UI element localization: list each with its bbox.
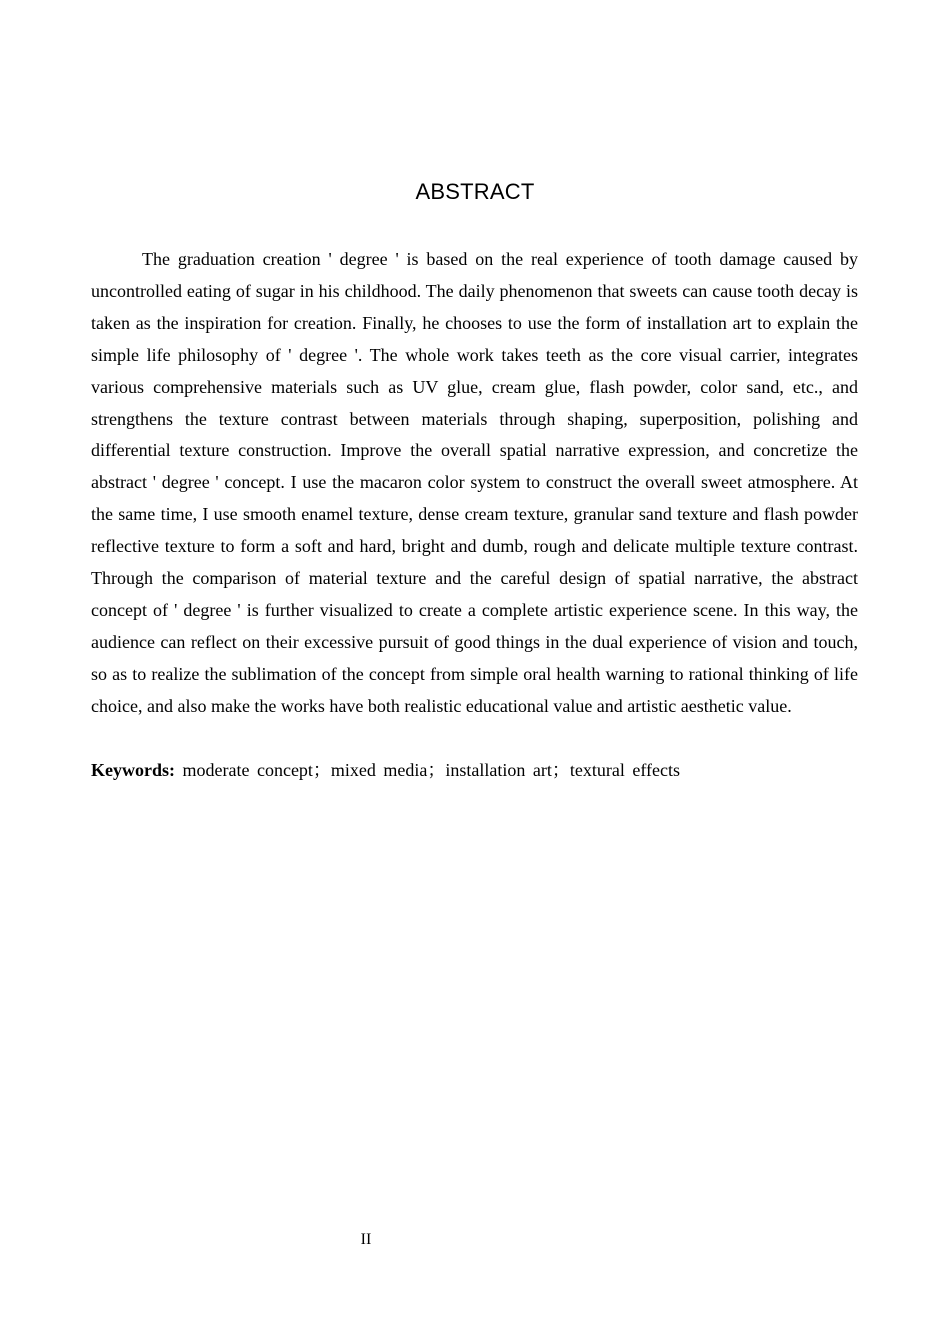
keywords-text: moderate concept；mixed media；installation art；textural effects [182, 760, 680, 780]
abstract-paragraph: The graduation creation ' degree ' is based on the real experience of tooth damage caused by uncontrolled eating of sugar in his childhood. The daily phenomenon that sweets can cause tooth decay is taken as the inspiration for creation. Finally, he chooses to use the form of installation art to explain the simple life philosophy of ' degree '. The whole work takes teeth as the core visual carrier, integrates various comprehensive materials such as UV glue, cream glue, flash powder, color sand, etc., and strengthens the texture contrast between materials through shaping, superposition, polishing and differential texture construction. Improve the overall spatial narrative expression, and concretize the abstract ' degree ' concept. I use the macaron color system to construct the overall sweet atmosphere. At the same time, I use smooth enamel texture, dense cream texture, granular sand texture and flash powder reflective texture to form a soft and hard, bright and dumb, rough and delicate multiple texture contrast. Through the comparison of material texture and the careful design of spatial narrative, the abstract concept of ' degree ' is further visualized to create a complete artistic experience scene. In this way, the audience can reflect on their excessive pursuit of good things in the dual experience of vision and touch, so as to realize the sublimation of the concept from simple oral health warning to rational thinking of life choice, and also make the works have both realistic educational value and artistic aesthetic value. [91, 249, 858, 716]
keywords-line [91, 755, 858, 787]
keywords-label: Keywords: [91, 760, 175, 780]
abstract-title: ABSTRACT [415, 179, 535, 204]
page-number: II [360, 1231, 372, 1248]
